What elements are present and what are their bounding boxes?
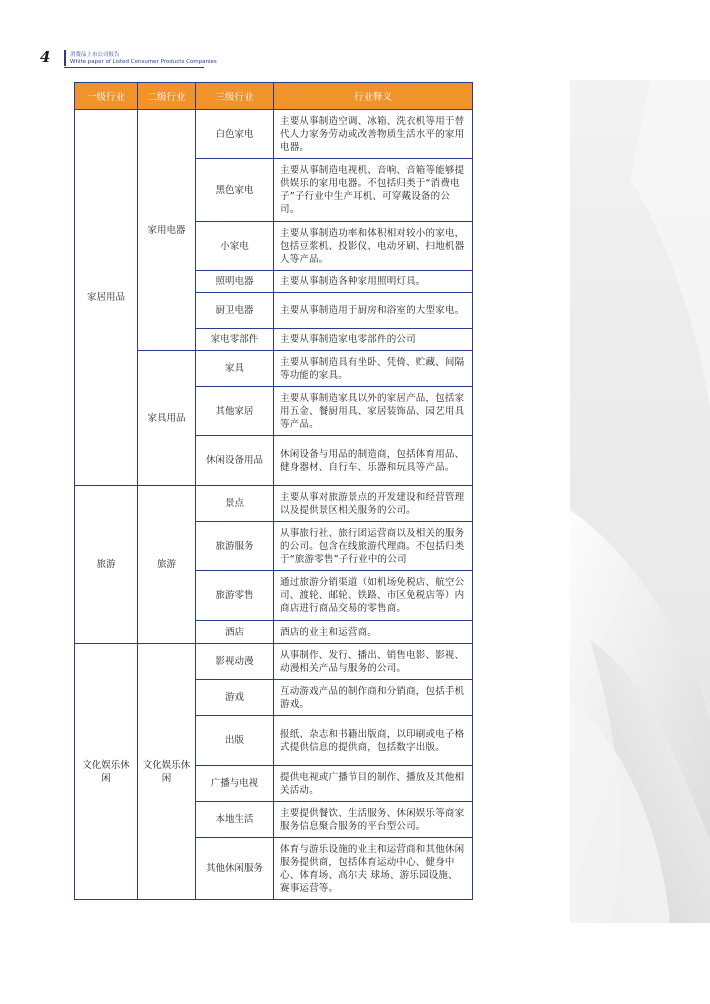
definition-cell: 从事旅行社、旅行团运营商以及相关的服务的公司。包含在线旅游代理商。不包括归类于“旅游零售”子行业中的公司 bbox=[274, 522, 473, 571]
header-definition: 行业释义 bbox=[274, 83, 473, 110]
definition-cell: 提供电视或广播节目的制作、播放及其他相关活动。 bbox=[274, 766, 473, 802]
decorative-paper-image bbox=[570, 80, 710, 923]
level3-cell: 酒店 bbox=[196, 621, 274, 644]
definition-cell: 主要从事制造用于厨房和浴室的大型家电。 bbox=[274, 293, 473, 329]
definition-cell: 主要从事制造各种家用照明灯具。 bbox=[274, 271, 473, 293]
level3-cell: 其他家居 bbox=[196, 387, 274, 436]
level3-cell: 厨卫电器 bbox=[196, 293, 274, 329]
level2-cell: 旅游 bbox=[138, 486, 196, 644]
level2-cell: 家具用品 bbox=[138, 351, 196, 486]
level3-cell: 家具 bbox=[196, 351, 274, 387]
table-row bbox=[75, 110, 473, 159]
definition-cell: 主要从事制造电视机、音响、音箱等能够提供娱乐的家用电器。不包括归类于“消费电子”子行业中生产耳机、可穿戴设备的公司。 bbox=[274, 159, 473, 222]
header-accent-bar bbox=[64, 50, 66, 66]
table-row bbox=[75, 644, 473, 680]
level3-cell: 旅游零售 bbox=[196, 571, 274, 621]
level1-cell: 旅游 bbox=[75, 486, 138, 644]
level3-cell: 白色家电 bbox=[196, 110, 274, 159]
level3-cell: 广播与电视 bbox=[196, 766, 274, 802]
definition-cell: 互动游戏产品的制作商和分销商，包括手机游戏。 bbox=[274, 680, 473, 716]
definition-cell: 主要从事制造家电零部件的公司 bbox=[274, 329, 473, 351]
level3-cell: 黑色家电 bbox=[196, 159, 274, 222]
report-title-en: White paper of Listed Consumer Products Companies bbox=[70, 59, 217, 65]
level1-cell: 文化娱乐休闲 bbox=[75, 644, 138, 900]
definition-cell: 主要从事对旅游景点的开发建设和经营管理以及提供景区相关服务的公司。 bbox=[274, 486, 473, 522]
level3-cell: 其他休闲服务 bbox=[196, 838, 274, 900]
level3-cell: 小家电 bbox=[196, 222, 274, 271]
level3-cell: 旅游服务 bbox=[196, 522, 274, 571]
header-level3: 三级行业 bbox=[196, 83, 274, 110]
level3-cell: 照明电器 bbox=[196, 271, 274, 293]
definition-cell: 休闲设备与用品的制造商，包括体育用品、健身器材、自行车、乐器和玩具等产品。 bbox=[274, 436, 473, 486]
table-row bbox=[75, 486, 473, 522]
level3-cell: 本地生活 bbox=[196, 802, 274, 838]
definition-cell: 主要从事制造家具以外的家居产品，包括家用五金、餐厨用具、家居装饰品、园艺用具等产品。 bbox=[274, 387, 473, 436]
level3-cell: 家电零部件 bbox=[196, 329, 274, 351]
definition-cell: 主要从事制造功率和体积相对较小的家电，包括豆浆机、投影仪、电动牙刷、扫地机器人等产品。 bbox=[274, 222, 473, 271]
industry-classification-table bbox=[74, 82, 473, 900]
level2-cell: 家用电器 bbox=[138, 110, 196, 351]
report-title-cn: 消费品上市公司报告 bbox=[70, 52, 120, 58]
table-header-row bbox=[75, 83, 473, 110]
definition-cell: 主要提供餐饮、生活服务、休闲娱乐等商家服务信息聚合服务的平台型公司。 bbox=[274, 802, 473, 838]
level3-cell: 出版 bbox=[196, 716, 274, 766]
level3-cell: 游戏 bbox=[196, 680, 274, 716]
header-underline bbox=[64, 67, 204, 68]
level2-cell: 文化娱乐休闲 bbox=[138, 644, 196, 900]
level1-cell: 家居用品 bbox=[75, 110, 138, 486]
definition-cell: 主要从事制造空调、冰箱、洗衣机等用于替代人力家务劳动或改善物质生活水平的家用电器。 bbox=[274, 110, 473, 159]
definition-cell: 从事制作、发行、播出、销售电影、影视、动漫相关产品与服务的公司。 bbox=[274, 644, 473, 680]
level3-cell: 休闲设备用品 bbox=[196, 436, 274, 486]
page-number: 4 bbox=[40, 48, 51, 66]
header-level1: 一级行业 bbox=[75, 83, 138, 110]
definition-cell: 报纸、杂志和书籍出版商，以印刷或电子格式提供信息的提供商，包括数字出版。 bbox=[274, 716, 473, 766]
definition-cell: 通过旅游分销渠道（如机场免税店、航空公司、渡轮、邮轮、铁路、市区免税店等）内商店进行商品交易的零售商。 bbox=[274, 571, 473, 621]
level3-cell: 景点 bbox=[196, 486, 274, 522]
definition-cell: 酒店的业主和运营商。 bbox=[274, 621, 473, 644]
definition-cell: 主要从事制造具有坐卧、凭倚、贮藏、间隔等功能的家具。 bbox=[274, 351, 473, 387]
level3-cell: 影视动漫 bbox=[196, 644, 274, 680]
header-level2: 二级行业 bbox=[138, 83, 196, 110]
definition-cell: 体育与游乐设施的业主和运营商和其他休闲服务提供商，包括体育运动中心、健身中心、体育场、高尔夫 球场、游乐园设施、赛事运营等。 bbox=[274, 838, 473, 900]
